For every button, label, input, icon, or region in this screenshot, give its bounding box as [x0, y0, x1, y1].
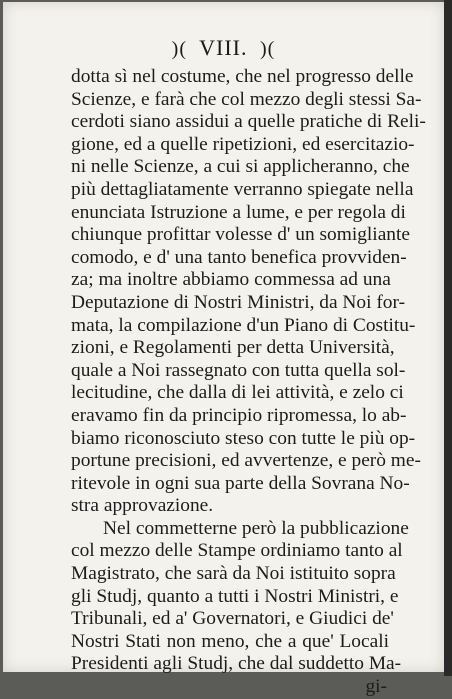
text-line: za; ma inoltre abbiamo commessa ad una [71, 269, 391, 291]
page-numeral: VIII. [199, 35, 248, 60]
left-ornament: )( [171, 38, 187, 60]
text-line: eravamo fin da principio ripromessa, lo ab- [71, 404, 407, 426]
text-line: cerdoti siano assidui a quelle pratiche di Reli- [71, 111, 426, 133]
body-text [71, 66, 426, 699]
book-page [3, 2, 444, 698]
text-line: Magistrato, che sarà da Noi istituito sopra [71, 563, 396, 585]
running-head [3, 36, 444, 61]
text-line: gione, ed a quelle ripetizioni, ed esercitazio- [71, 133, 415, 155]
text-line: Scienze, e farà che col mezzo degli stessi Sa- [71, 88, 422, 110]
text-line: Presidenti agli Studj, che dal suddetto Ma- [71, 653, 402, 675]
text-line: Tribunali, ed a' Governatori, e Giudici de' [71, 608, 394, 630]
text-line: enunciata Istruzione a lume, e per regola di [71, 201, 406, 223]
text-line: mata, la compilazione d'un Piano di Costitu- [71, 314, 416, 336]
text-line: stra approvazione. [71, 495, 214, 517]
text-line: ritevole in ogni sua parte della Sovrana No- [71, 472, 410, 494]
text-line: lecitudine, che dalla di lei attività, e zelo ci [71, 382, 404, 404]
text-line: portune precisioni, ed avvertenze, e però me- [71, 450, 421, 472]
text-line: Deputazione di Nostri Ministri, da Noi for- [71, 291, 406, 313]
catchword: gi- [365, 676, 387, 698]
text-line: più dettagliatamente verranno spiegate nella [71, 178, 414, 200]
right-ornament: )( [259, 38, 276, 60]
text-line: quale a Noi rassegnato con tutta quella sol- [71, 359, 406, 381]
text-line: dotta sì nel costume, che nel progresso delle [71, 66, 414, 87]
text-line: Nostri Stati non meno, che a que' Locali [71, 630, 389, 652]
text-line: ni nelle Scienze, a cui si applicheranno, che [71, 156, 410, 178]
text-line: comodo, e d' una tanto benefica provviden- [71, 246, 407, 268]
text-line: Nel commetterne però la pubblicazione [103, 517, 409, 539]
text-line: col mezzo delle Stampe ordiniamo tanto al [71, 540, 403, 562]
text-line: chiunque profittar volesse d' un somigliante [71, 224, 410, 246]
page-edge-shadow [444, 0, 452, 676]
text-line: gli Studj, quanto a tutti i Nostri Ministri, e [71, 585, 399, 607]
text-line: zioni, e Regolamenti per detta Università, [71, 337, 395, 359]
text-line: biamo riconosciuto steso con tutte le più op- [71, 427, 416, 449]
